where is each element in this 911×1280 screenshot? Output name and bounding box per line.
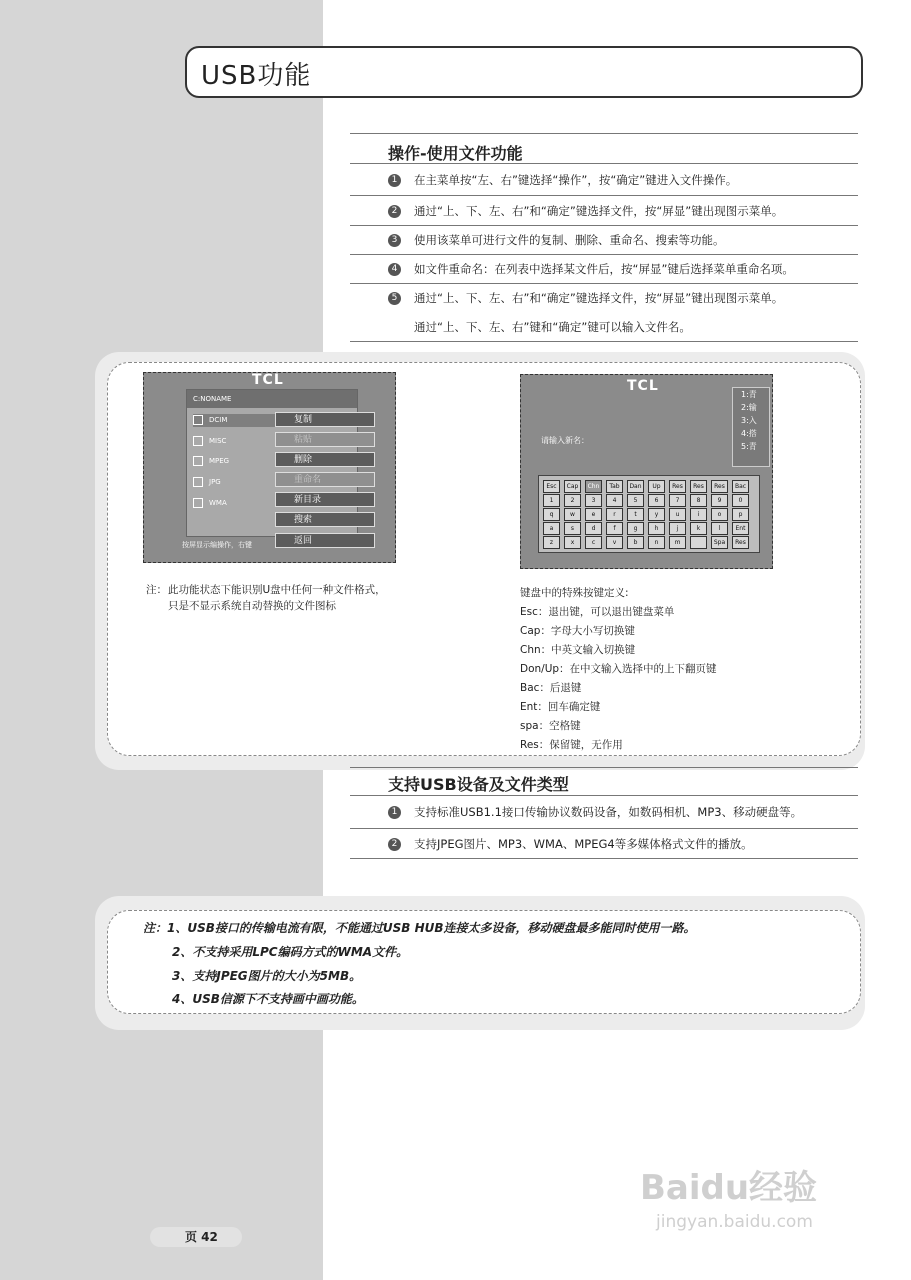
keyboard-key[interactable]: Res (732, 536, 749, 549)
baidu-watermark-logo: Baidu经验 (640, 1168, 818, 1208)
keydefs-title: 键盘中的特殊按键定义: (520, 587, 629, 599)
page-title-box (185, 46, 863, 98)
divider (350, 283, 858, 284)
note-line: 此功能状态下能识别U盘中任何一种文件格式， (168, 584, 386, 596)
menu-item-rename[interactable]: 重命名 (275, 472, 375, 487)
keyboard-key[interactable]: 0 (732, 494, 749, 507)
folder-icon (193, 415, 203, 425)
keyboard-key[interactable]: s (564, 522, 581, 535)
keyboard-key[interactable] (690, 536, 707, 549)
keydef-item: Cap：字母大小写切换键 (520, 625, 635, 637)
candidate-item[interactable]: 4:搭 (741, 429, 757, 438)
note-item: 3、支持JPEG图片的大小为5MB。 (172, 969, 362, 983)
divider (350, 133, 858, 134)
keyboard-key[interactable]: 1 (543, 494, 560, 507)
divider (350, 828, 858, 829)
step-number-icon: 1 (388, 174, 401, 187)
virtual-keyboard (538, 475, 760, 553)
keyboard-key[interactable]: Chn (585, 480, 602, 493)
candidate-box (732, 387, 770, 467)
keyboard-key[interactable]: o (711, 508, 728, 521)
keyboard-key[interactable]: n (648, 536, 665, 549)
keyboard-key[interactable]: j (669, 522, 686, 535)
keyboard-key[interactable]: Tab (606, 480, 623, 493)
keyboard-key[interactable]: 4 (606, 494, 623, 507)
keyboard-key[interactable]: m (669, 536, 686, 549)
note-item: 2、不支持采用LPC编码方式的WMA文件。 (172, 945, 409, 959)
keyboard-key[interactable]: c (585, 536, 602, 549)
step-text: 在主菜单按“左、右”键选择“操作”，按“确定”键进入文件操作。 (414, 173, 738, 187)
rename-keyboard-screen (520, 374, 773, 569)
tcl-logo: TCL (627, 378, 659, 394)
keyboard-key[interactable]: Dan (627, 480, 644, 493)
folder-icon (193, 498, 203, 508)
keyboard-key[interactable]: 3 (585, 494, 602, 507)
keyboard-key[interactable]: 9 (711, 494, 728, 507)
candidate-list (733, 388, 769, 453)
keyboard-key[interactable]: r (606, 508, 623, 521)
keyboard-key[interactable]: Spa (711, 536, 728, 549)
keyboard-key[interactable]: i (690, 508, 707, 521)
menu-item-paste[interactable]: 粘贴 (275, 432, 375, 447)
step-number-icon: 2 (388, 205, 401, 218)
keyboard-key[interactable]: Ent (732, 522, 749, 535)
step-text: 支持标准USB1.1接口传输协议数码设备，如数码相机、MP3、移动硬盘等。 (414, 805, 803, 819)
file-row[interactable]: MPEG (193, 455, 277, 468)
keyboard-key[interactable]: z (543, 536, 560, 549)
keyboard-key[interactable]: p (732, 508, 749, 521)
keyboard-key[interactable]: 2 (564, 494, 581, 507)
keyboard-key[interactable]: 5 (627, 494, 644, 507)
tcl-logo: TCL (252, 372, 284, 388)
keyboard-key[interactable]: f (606, 522, 623, 535)
keyboard-key[interactable]: g (627, 522, 644, 535)
step-item (388, 261, 794, 277)
keydef-item: Esc：退出键，可以退出键盘菜单 (520, 606, 675, 618)
file-row[interactable]: MISC (193, 435, 277, 448)
keydef-item: Res：保留键，无作用 (520, 739, 623, 751)
keyboard-key[interactable]: u (669, 508, 686, 521)
keyboard-key[interactable]: t (627, 508, 644, 521)
note-line: 只是不显示系统自动替换的文件图标 (168, 600, 336, 612)
folder-icon (193, 436, 203, 446)
keyboard-key[interactable]: d (585, 522, 602, 535)
step-item (388, 172, 737, 188)
divider (350, 795, 858, 796)
keyboard-key[interactable]: b (627, 536, 644, 549)
candidate-item[interactable]: 1:青 (741, 390, 757, 399)
candidate-item[interactable]: 2:输 (741, 403, 757, 412)
baidu-watermark-url: jingyan.baidu.com (656, 1212, 813, 1232)
menu-item-new-folder[interactable]: 新目录 (275, 492, 375, 507)
divider (350, 225, 858, 226)
keyboard-key[interactable]: Res (711, 480, 728, 493)
file-list-header: C:NONAME (187, 390, 357, 408)
keyboard-key[interactable]: h (648, 522, 665, 535)
step-text: 如文件重命名：在列表中选择某文件后，按“屏显”键后选择菜单重命名项。 (414, 262, 794, 276)
keyboard-key[interactable]: k (690, 522, 707, 535)
step-number-icon: 2 (388, 838, 401, 851)
step-item (388, 232, 725, 248)
step-number-icon: 1 (388, 806, 401, 819)
divider (350, 195, 858, 196)
step-text: 通过“上、下、左、右”和“确定”键选择文件，按“屏显”键出现图示菜单。 (414, 291, 784, 305)
step-item (388, 203, 783, 219)
menu-item-delete[interactable]: 删除 (275, 452, 375, 467)
keyboard-key[interactable]: 8 (690, 494, 707, 507)
keydef-item: Bac：后退键 (520, 682, 582, 694)
section1-title: 操作-使用文件功能 (388, 144, 523, 163)
section2-title: 支持USB设备及文件类型 (388, 775, 569, 794)
divider (350, 163, 858, 164)
note-item: 4、USB信源下不支持画中画功能。 (172, 992, 364, 1006)
folder-icon (193, 456, 203, 466)
divider (350, 858, 858, 859)
menu-item-search[interactable]: 搜索 (275, 512, 375, 527)
keyboard-key[interactable]: Up (648, 480, 665, 493)
step-extra-text: 通过“上、下、左、右”键和“确定”键可以输入文件名。 (414, 320, 691, 334)
keyboard-key[interactable]: Res (669, 480, 686, 493)
keyboard-key[interactable]: Cap (564, 480, 581, 493)
divider (350, 767, 858, 768)
menu-item-copy[interactable]: 复制 (275, 412, 375, 427)
step-text: 通过“上、下、左、右”和“确定”键选择文件，按“屏显”键出现图示菜单。 (414, 204, 784, 218)
file-row[interactable]: JPG (193, 476, 277, 489)
keyboard-key[interactable]: Bac (732, 480, 749, 493)
keyboard-key[interactable]: 7 (669, 494, 686, 507)
page-number: 页 42 (150, 1227, 242, 1247)
keydef-item: Don/Up：在中文输入选择中的上下翻页键 (520, 663, 717, 675)
note-label: 注： (146, 584, 167, 596)
menu-item-back[interactable]: 返回 (275, 533, 375, 548)
keyboard-key[interactable]: v (606, 536, 623, 549)
keydef-item: Ent：回车确定键 (520, 701, 601, 713)
step-text: 支持JPEG图片、MP3、WMA、MPEG4等多媒体格式文件的播放。 (414, 837, 753, 851)
keyboard-key[interactable]: Esc (543, 480, 560, 493)
keyboard-key[interactable]: Res (690, 480, 707, 493)
keyboard-key[interactable]: 6 (648, 494, 665, 507)
keyboard-key[interactable]: x (564, 536, 581, 549)
rename-prompt: 请输入新名： (541, 436, 589, 445)
note-item: 注：1、USB接口的传输电流有限，不能通过USB HUB连接太多设备，移动硬盘最多能同时使用一路。 (143, 921, 696, 935)
keydef-item: spa：空格键 (520, 720, 581, 732)
step-number-icon: 3 (388, 234, 401, 247)
candidate-item[interactable]: 5:青 (741, 442, 757, 451)
page-title: USB功能 (201, 61, 312, 91)
step-item (388, 804, 802, 820)
candidate-item[interactable]: 3:入 (741, 416, 757, 425)
file-row[interactable]: DCIM (193, 414, 277, 427)
status-text: 按屏显示编操作，右键 (182, 541, 252, 549)
keyboard-key[interactable]: w (564, 508, 581, 521)
folder-icon (193, 477, 203, 487)
step-item (388, 290, 783, 306)
keyboard-key[interactable]: l (711, 522, 728, 535)
keyboard-key[interactable]: e (585, 508, 602, 521)
step-item (388, 836, 753, 852)
keyboard-key[interactable]: a (543, 522, 560, 535)
divider (350, 341, 858, 342)
step-number-icon: 4 (388, 263, 401, 276)
keyboard-key[interactable]: y (648, 508, 665, 521)
step-number-icon: 5 (388, 292, 401, 305)
divider (350, 254, 858, 255)
step-text: 使用该菜单可进行文件的复制、删除、重命名、搜索等功能。 (414, 233, 725, 247)
file-row[interactable]: WMA (193, 497, 277, 510)
keyboard-key[interactable]: q (543, 508, 560, 521)
keydef-item: Chn：中英文输入切换键 (520, 644, 636, 656)
